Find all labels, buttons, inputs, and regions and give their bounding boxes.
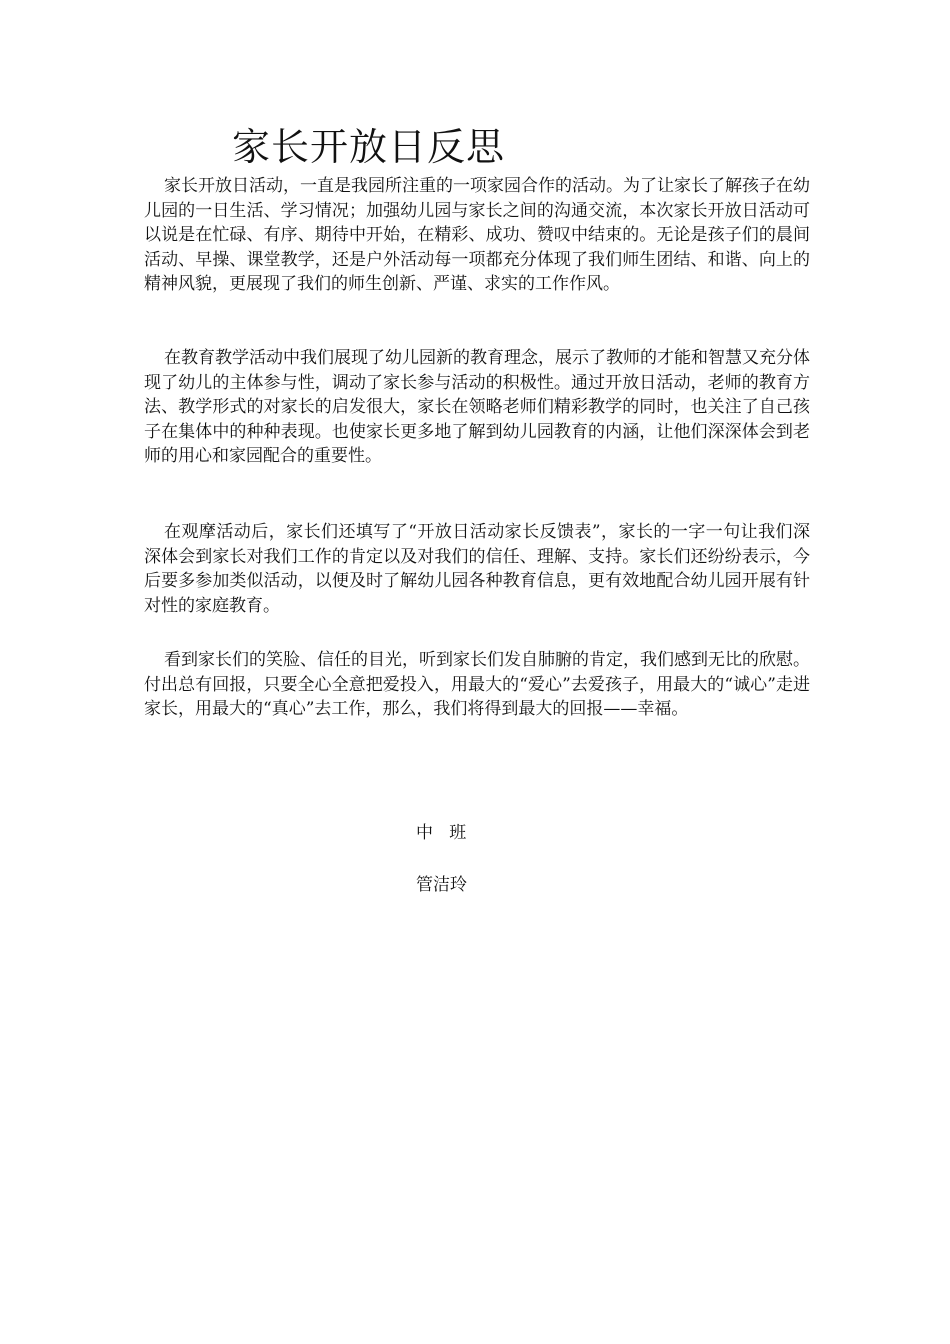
paragraph-3: 在观摩活动后，家长们还填写了“开放日活动家长反馈表”，家长的一字一句让我们深深体会到家长对我们工作的肯定以及对我们的信任、理解、支持。家长们还纷纷表示，今后要多参加类似活动，以便及时了解幼儿园各种教育信息，更有效地配合幼儿园开展有针对性的家庭教育。 [144,522,810,616]
paragraph-1: 家长开放日活动，一直是我园所注重的一项家园合作的活动。为了让家长了解孩子在幼儿园的一日生活、学习情况；加强幼儿园与家长之间的沟通交流，本次家长开放日活动可以说是在忙碌、有序、期待中开始，在精彩、成功、赞叹中结束的。无论是孩子们的晨间活动、早操、课堂教学，还是户外活动每一项都充分体现了我们师生团结、和谐、向上的精神风貌，更展现了我们的师生创新、严谨、求实的工作作风。 [144,176,810,295]
document-title: 家长开放日反思 [232,125,506,169]
signature-author: 管洁玲 [416,875,467,895]
paragraph-4: 看到家长们的笑脸、信任的目光，听到家长们发自肺腑的肯定，我们感到无比的欣慰。付出总有回报，只要全心全意把爱投入，用最大的“爱心”去爱孩子，用最大的“诚心”走进家长，用最大的“真心”去工作，那么，我们将得到最大的回报——幸福。 [144,650,810,720]
paragraph-2: 在教育教学活动中我们展现了幼儿园新的教育理念，展示了教师的才能和智慧又充分体现了幼儿的主体参与性，调动了家长参与活动的积极性。通过开放日活动，老师的教育方法、教学形式的对家长的启发很大，家长在领略老师们精彩教学的同时，也关注了自己孩子在集体中的种种表现。也使家长更多地了解到幼儿园教育的内涵，让他们深深体会到老师的用心和家园配合的重要性。 [144,348,810,467]
signature-class: 中 班 [416,823,467,843]
